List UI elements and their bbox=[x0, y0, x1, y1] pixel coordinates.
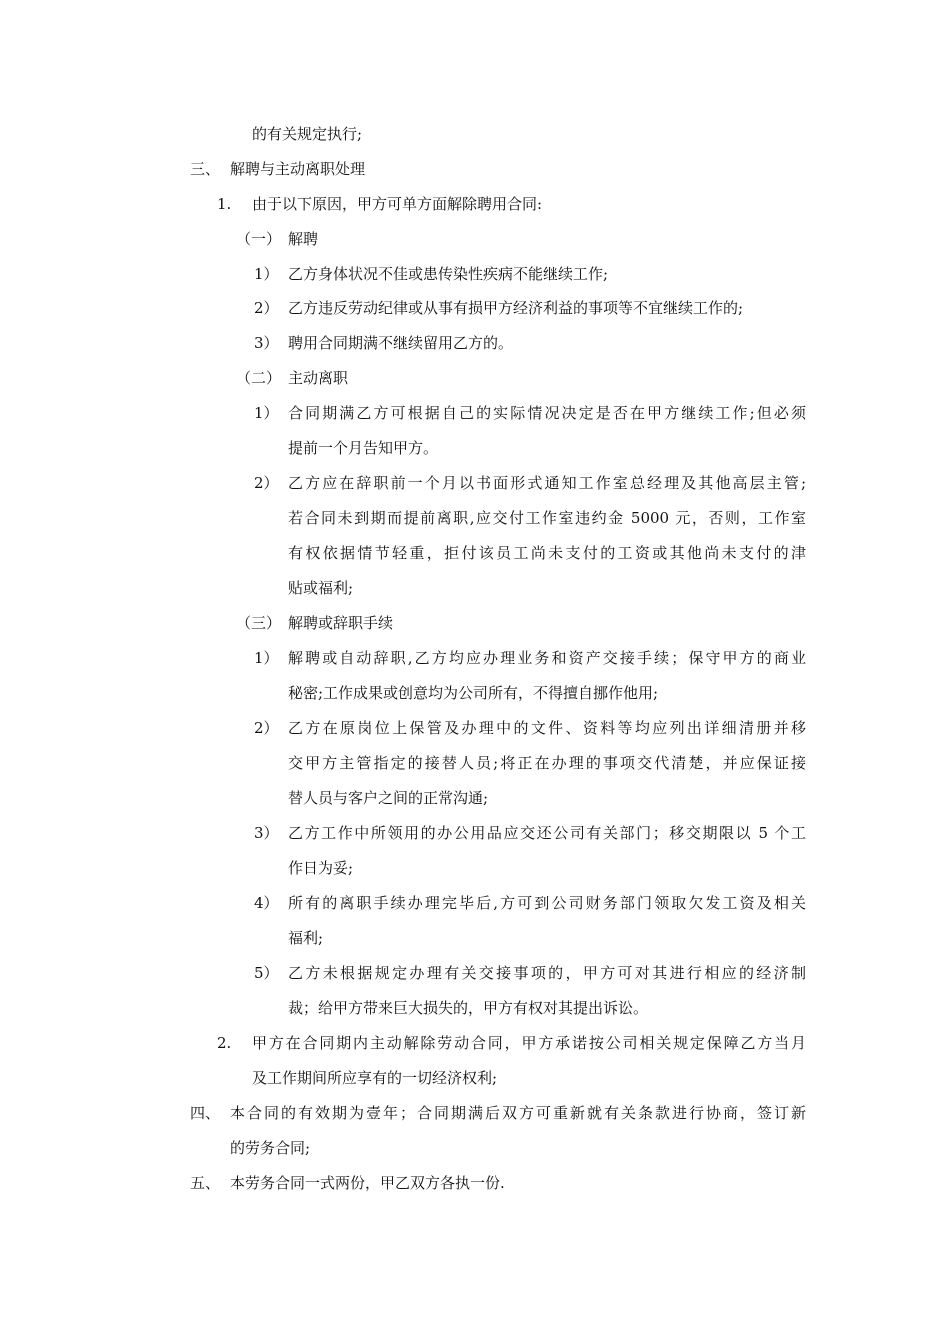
item-text: 乙方应在辞职前一个月以书面形式通知工作室总经理及其他高层主管; bbox=[288, 474, 806, 492]
item-text: 乙方在原岗位上保管及办理中的文件、资料等均应列出详细清册并移 bbox=[288, 719, 806, 737]
section-text: 本劳务合同一式两份，甲乙双方各执一份. bbox=[230, 1174, 505, 1192]
item-text: 所有的离职手续办理完毕后,方可到公司财务部门领取欠发工资及相关 bbox=[288, 894, 806, 912]
item-text: 乙方违反劳动纪律或从事有损甲方经济利益的事项等不宜继续工作的; bbox=[288, 299, 744, 317]
item-text-continued: 替人员与客户之间的正常沟通; bbox=[288, 789, 489, 807]
clause-text: 由于以下原因，甲方可单方面解除聘用合同: bbox=[252, 195, 543, 213]
section-number: 五、 bbox=[190, 1174, 221, 1192]
item-number: 4） bbox=[254, 894, 279, 912]
clause-number: 2. bbox=[217, 1034, 232, 1052]
item-text-continued: 秘密;工作成果或创意均为公司所有，不得擅自挪作他用; bbox=[288, 684, 659, 702]
item-number: 2） bbox=[254, 299, 279, 317]
section-number: 四、 bbox=[190, 1104, 221, 1122]
subsection-number: （一） bbox=[236, 230, 282, 248]
subsection-heading: 解聘或辞职手续 bbox=[288, 614, 394, 632]
item-number: 2） bbox=[254, 719, 279, 737]
section-number: 三、 bbox=[190, 160, 221, 178]
section-text-continued: 的劳务合同; bbox=[230, 1139, 311, 1157]
item-text-continued: 裁；给甲方带来巨大损失的，甲方有权对其提出诉讼。 bbox=[288, 999, 649, 1017]
item-text: 合同期满乙方可根据自己的实际情况决定是否在甲方继续工作;但必须 bbox=[288, 404, 806, 422]
clause-text: 甲方在合同期内主动解除劳动合同，甲方承诺按公司相关规定保障乙方当月 bbox=[252, 1034, 806, 1052]
subsection-heading: 解聘 bbox=[288, 230, 319, 248]
item-number: 3） bbox=[254, 334, 279, 352]
item-number: 1） bbox=[254, 649, 279, 667]
item-number: 3） bbox=[254, 824, 279, 842]
clause-text-continued: 及工作期间所应享有的一切经济权利; bbox=[252, 1069, 498, 1087]
paragraph-line: 的有关规定执行; bbox=[252, 125, 363, 143]
item-text: 乙方身体状况不佳或患传染性疾病不能继续工作; bbox=[288, 265, 609, 283]
subsection-number: （二） bbox=[236, 369, 282, 387]
item-number: 5） bbox=[254, 964, 279, 982]
item-text-continued: 福利; bbox=[288, 929, 324, 947]
item-text-continued: 提前一个月告知甲方。 bbox=[288, 439, 439, 457]
item-text: 聘用合同期满不继续留用乙方的。 bbox=[288, 334, 514, 352]
item-text-continued: 交甲方主管指定的接替人员;将正在办理的事项交代清楚，并应保证接 bbox=[288, 754, 806, 772]
item-number: 2） bbox=[254, 474, 279, 492]
item-text-continued: 有权依据情节轻重，拒付该员工尚未支付的工资或其他尚未支付的津 bbox=[288, 544, 806, 562]
item-text: 解聘或自动辞职,乙方均应办理业务和资产交接手续；保守甲方的商业 bbox=[288, 649, 806, 667]
item-text-continued: 作日为妥; bbox=[288, 859, 354, 877]
item-number: 1） bbox=[254, 265, 279, 283]
clause-number: 1. bbox=[217, 195, 232, 213]
subsection-heading: 主动离职 bbox=[288, 369, 349, 387]
subsection-number: （三） bbox=[236, 614, 282, 632]
item-number: 1） bbox=[254, 404, 279, 422]
section-text: 本合同的有效期为壹年；合同期满后双方可重新就有关条款进行协商，签订新 bbox=[230, 1104, 806, 1122]
item-text: 乙方未根据规定办理有关交接事项的，甲方可对其进行相应的经济制 bbox=[288, 964, 806, 982]
item-text: 乙方工作中所领用的办公用品应交还公司有关部门；移交期限以 5 个工 bbox=[288, 824, 806, 842]
section-heading: 解聘与主动离职处理 bbox=[230, 160, 366, 178]
item-text-continued: 贴或福利; bbox=[288, 579, 354, 597]
item-text-continued: 若合同未到期而提前离职,应交付工作室违约金 5000 元，否则，工作室 bbox=[288, 509, 806, 527]
